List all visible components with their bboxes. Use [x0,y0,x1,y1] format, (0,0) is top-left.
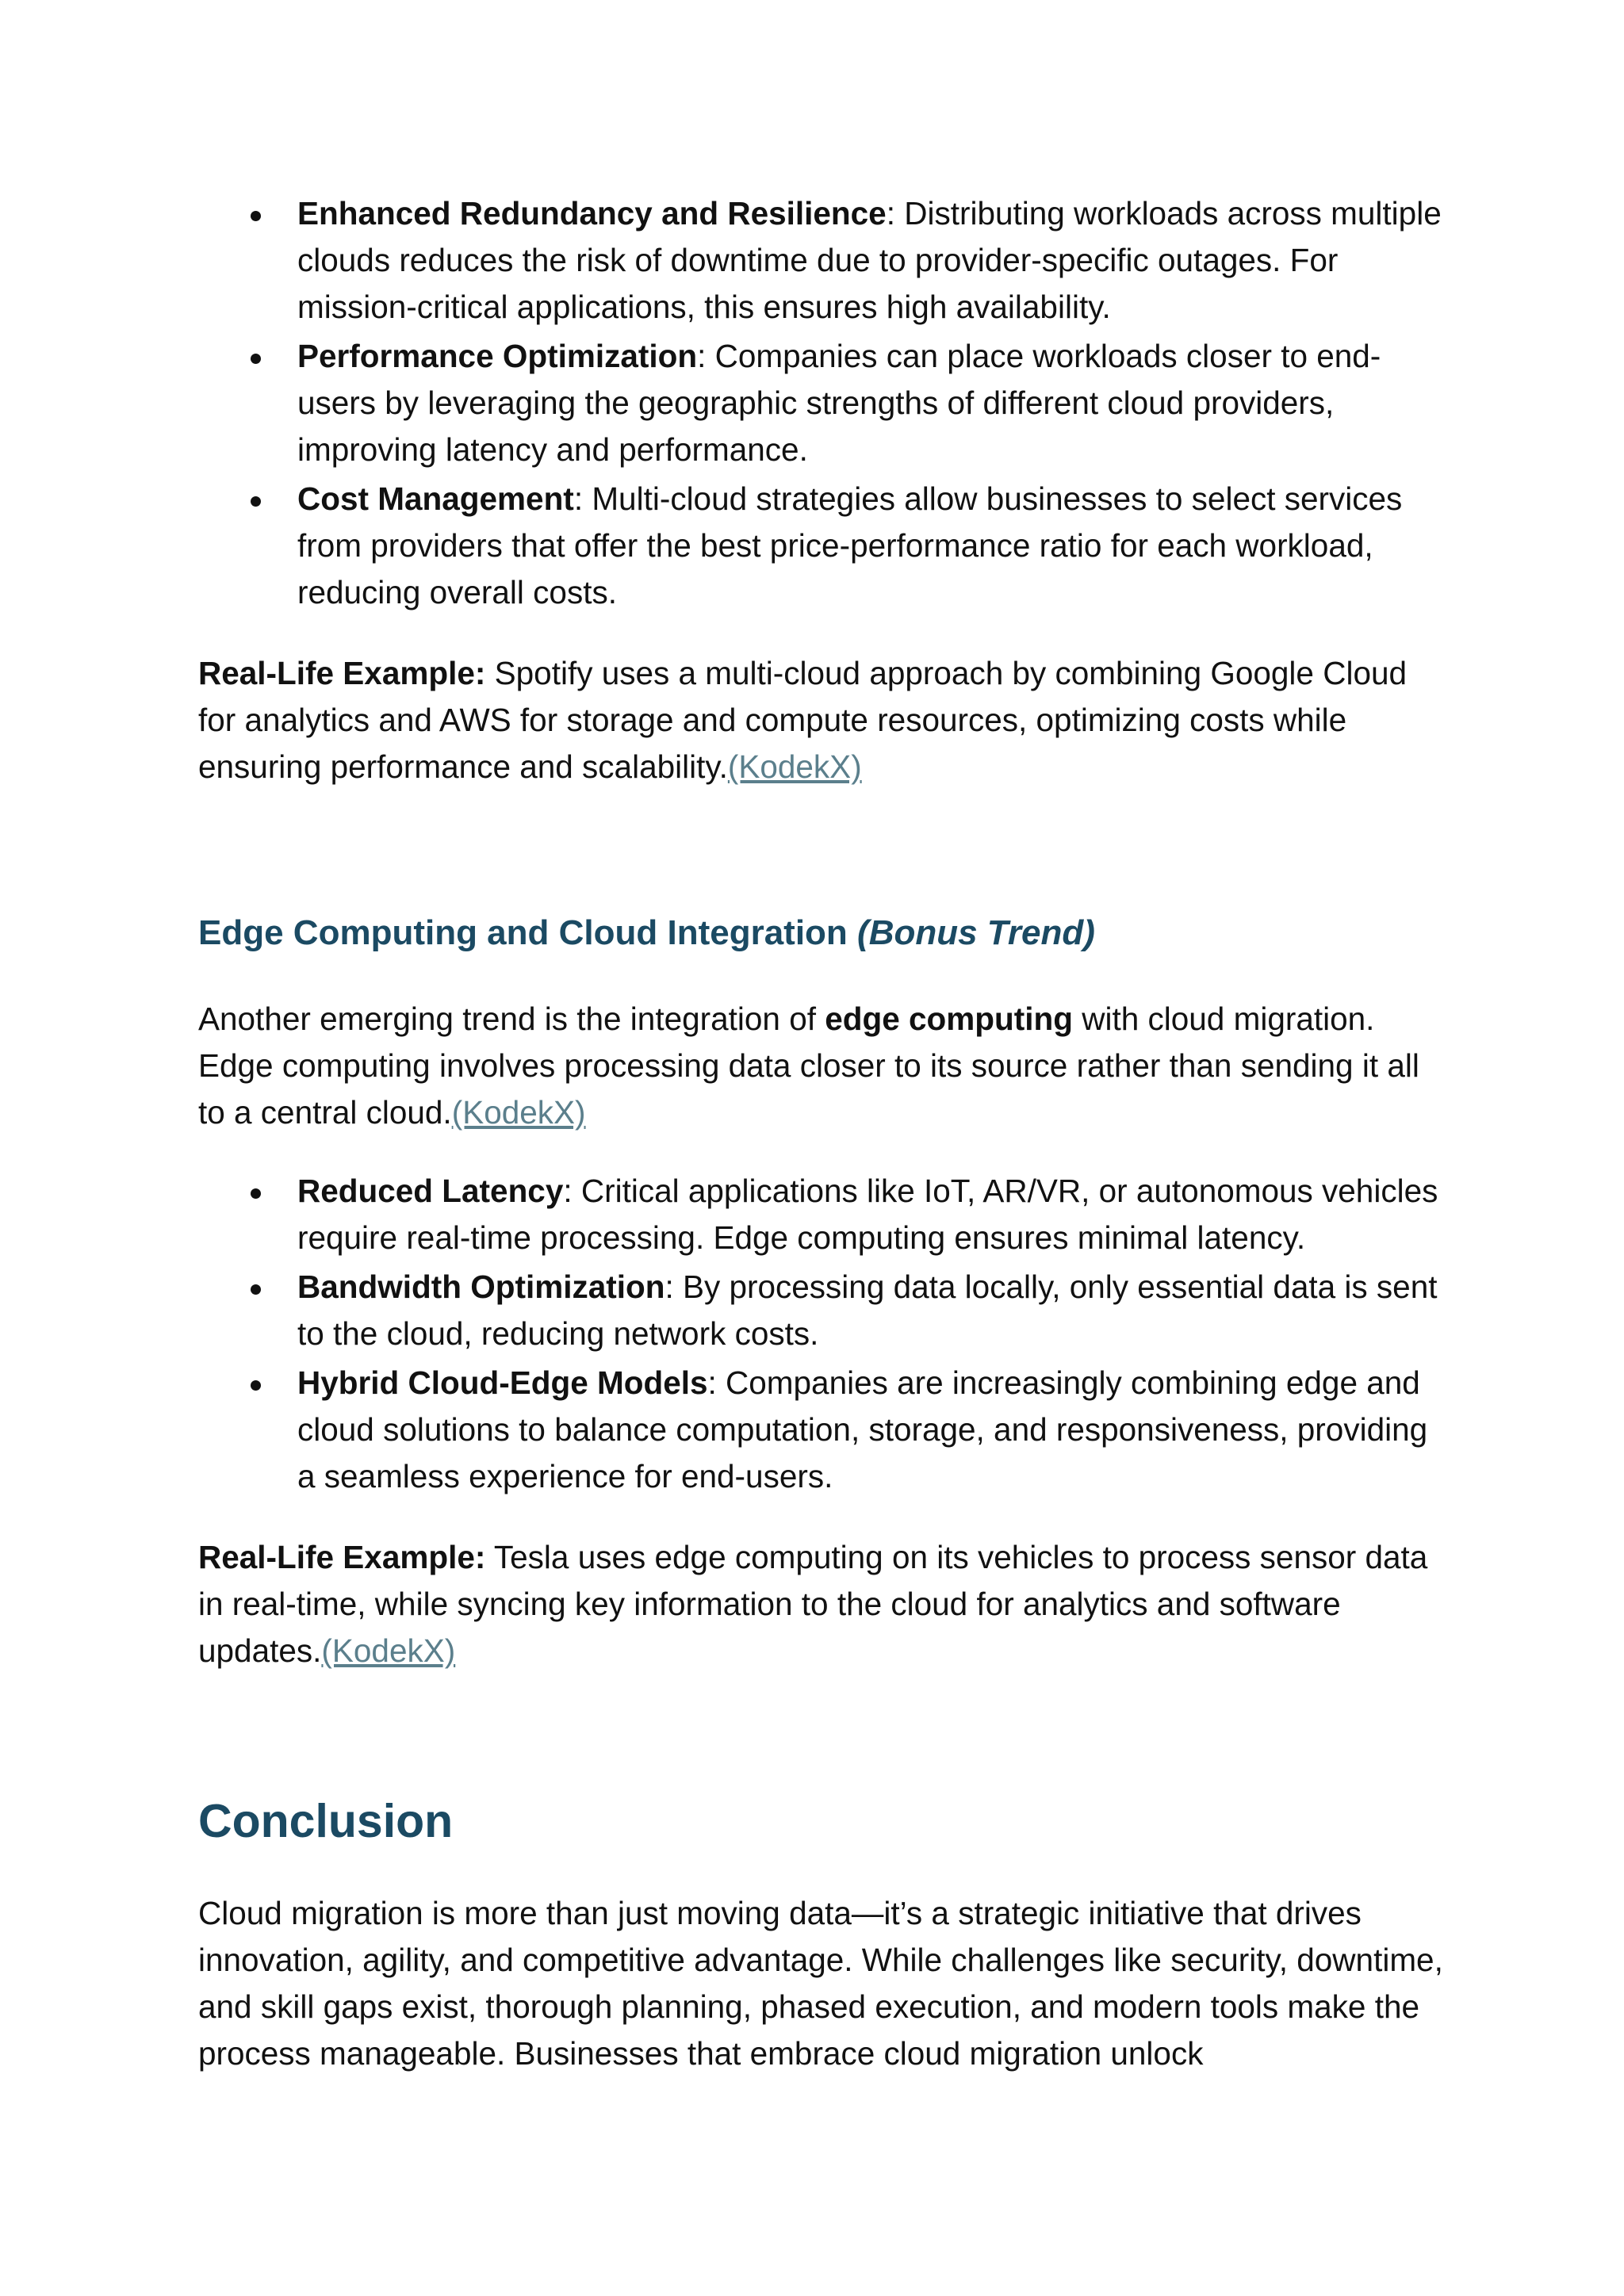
section-heading [198,909,1443,957]
intro-text: Another emerging trend is the integration of [198,1001,825,1037]
real-life-example-spotify [198,650,1443,790]
section-heading-text: Edge Computing and Cloud Integration [198,913,858,952]
bullet-text: : Companies can place workloads closer to end-users by leveraging the geographic strengths of different cloud providers, improving latency and performance. [297,338,1381,468]
citation-link[interactable]: (KodekX) [727,748,862,785]
bullet-icon [251,354,261,364]
bullet-icon [251,1380,261,1391]
list-item [198,1168,1443,1261]
conclusion-heading: Conclusion [198,1795,454,1847]
multi-cloud-benefits-list [198,190,1443,616]
page-content [198,190,1443,2077]
bullet-term: Performance Optimization [297,338,698,374]
bullet-icon [251,496,261,507]
bullet-icon [251,1284,261,1295]
citation-link[interactable]: (KodekX) [451,1094,586,1131]
bullet-term: Cost Management [297,480,574,517]
intro-text: with cloud migration. Edge computing involves processing data closer to its source rather than sending it all to a central cloud. [198,1001,1419,1131]
bullet-term: Enhanced Redundancy and Resilience [297,195,887,232]
list-item [198,333,1443,473]
bullet-icon [251,1188,261,1199]
bullet-text: : Critical applications like IoT, AR/VR, or autonomous vehicles require real-time processing. Edge computing ensures minimal latency. [297,1173,1438,1256]
example-label: Real-Life Example: [198,1539,486,1575]
bullet-text: : Companies are increasingly combining edge and cloud solutions to balance computation, storage, and responsiveness, providing a seamless experience for end-users. [297,1364,1428,1494]
section-heading-tag: (Bonus Trend) [857,913,1095,952]
bullet-term: Hybrid Cloud-Edge Models [297,1364,708,1401]
list-item [198,1360,1443,1500]
bullet-icon [251,211,261,221]
bullet-term: Reduced Latency [297,1173,564,1209]
example-text: Spotify uses a multi-cloud approach by combining Google Cloud for analytics and AWS for storage and compute resources, optimizing costs while ensuring performance and scalability. [198,655,1408,785]
bullet-text: : Distributing workloads across multiple clouds reduces the risk of downtime due to provider-specific outages. For mission-critical applications, this ensures high availability. [297,195,1442,325]
conclusion-paragraph: Cloud migration is more than just moving data—it’s a strategic initiative that drives innovation, agility, and competitive advantage. While challenges like security, downtime, and skill gaps exist, thorough planning, phased execution, and modern tools make the process manageable. Businesses that embrace cloud migration unlock [198,1895,1443,2072]
edge-benefits-list [198,1168,1443,1500]
intro-bold-term: edge computing [825,1001,1073,1037]
bullet-text: : Multi-cloud strategies allow businesses to select services from providers that offer the best price-performance ratio for each workload, reducing overall costs. [297,480,1403,610]
edge-intro-paragraph [198,996,1443,1136]
bullet-text: : By processing data locally, only essential data is sent to the cloud, reducing network costs. [297,1269,1438,1352]
list-item [198,190,1443,331]
example-text: Tesla uses edge computing on its vehicles to process sensor data in real-time, while syncing key information to the cloud for analytics and software updates. [198,1539,1428,1669]
bullet-term: Bandwidth Optimization [297,1269,665,1305]
example-label: Real-Life Example: [198,655,486,691]
citation-link[interactable]: (KodekX) [321,1632,456,1669]
list-item [198,476,1443,616]
list-item [198,1264,1443,1357]
real-life-example-tesla [198,1534,1443,1674]
